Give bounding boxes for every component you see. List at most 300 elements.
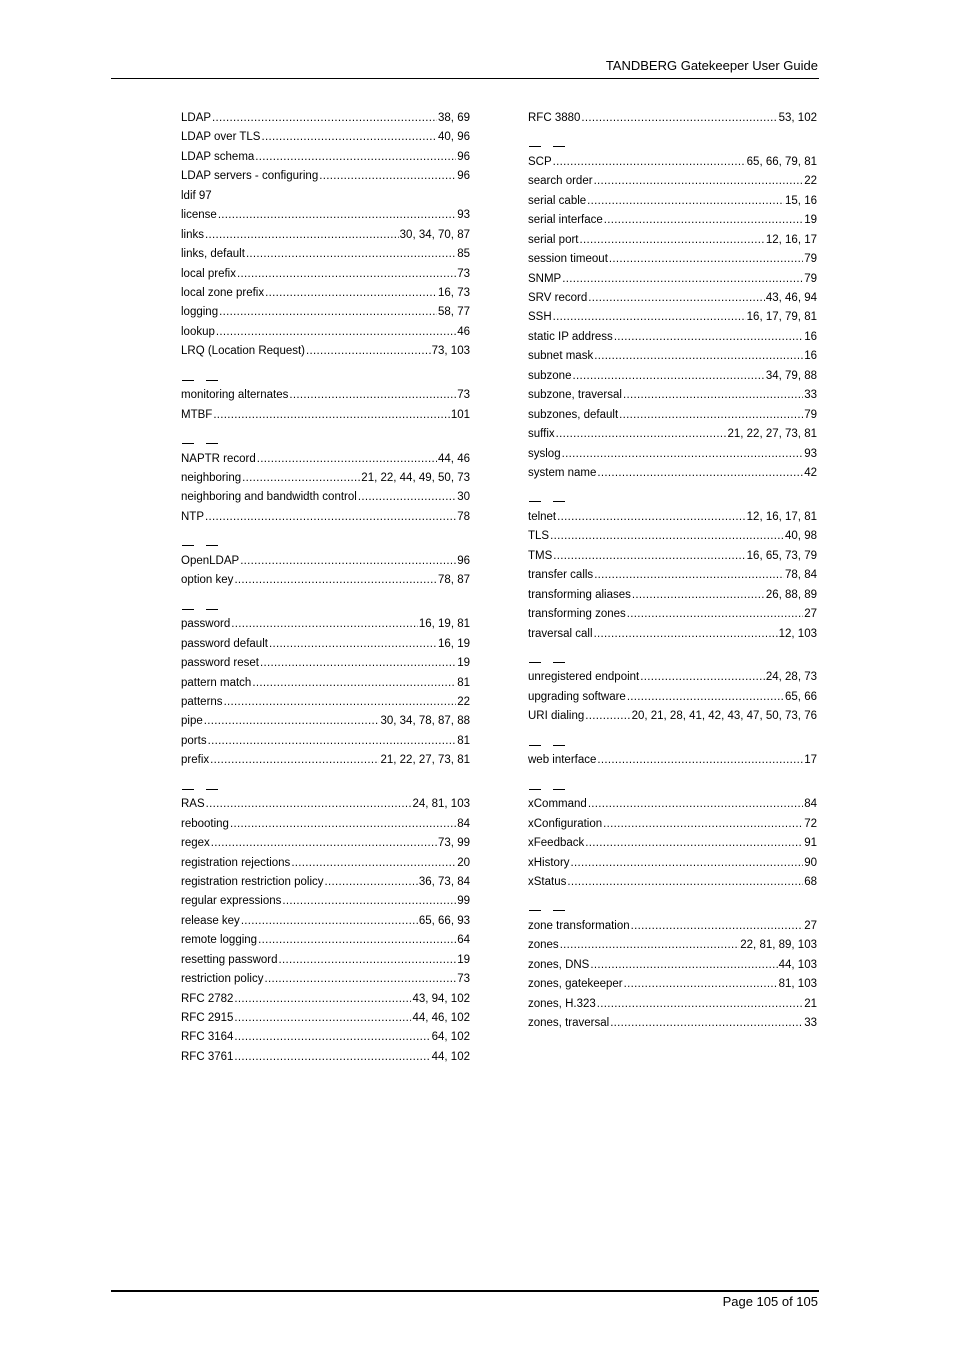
dot-leader (594, 347, 803, 366)
index-entry (181, 226, 470, 245)
index-entry (528, 975, 817, 994)
index-entry (528, 425, 817, 444)
index-term: SRV record (528, 292, 588, 304)
index-page-refs: 43, 94, 102 (412, 992, 470, 1005)
index-page-refs: 73, 99 (438, 837, 470, 850)
index-page-refs: 40, 96 (438, 131, 470, 144)
index-page-refs: 65, 66, 93 (418, 914, 470, 927)
index-page-refs: 81, 103 (778, 978, 817, 991)
index-page-refs: 15, 16 (785, 194, 817, 207)
index-section-divider (181, 603, 470, 615)
index-page-refs: 46 (457, 325, 470, 338)
index-term: OpenLDAP (181, 554, 240, 567)
dot-leader (624, 975, 778, 994)
index-entry (181, 854, 470, 873)
index-entry (181, 552, 470, 571)
index-section-divider (528, 496, 817, 508)
index-page-refs: 68 (804, 875, 817, 888)
dot-leader (218, 206, 456, 225)
dot-leader (211, 834, 437, 853)
dot-leader (291, 854, 456, 873)
dot-leader (216, 323, 456, 342)
index-page-refs: 64, 102 (431, 1031, 470, 1044)
dot-leader (306, 342, 431, 361)
dot-leader (594, 566, 784, 585)
index-term: links, default (181, 248, 245, 261)
index-entry (181, 635, 470, 654)
dot-leader (562, 270, 803, 289)
index-entry (528, 854, 817, 873)
index-entry (181, 167, 470, 186)
index-section-divider (181, 438, 470, 450)
index-page-refs: 96 (457, 150, 470, 163)
index-term: logging (181, 306, 219, 319)
index-page-refs: 65, 66 (785, 690, 817, 703)
index-page-refs: 30 (457, 491, 470, 504)
dot-leader (252, 674, 456, 693)
dot-leader (557, 508, 746, 527)
index-entry (528, 566, 817, 585)
index-term: RFC 2915 (181, 1012, 234, 1024)
index-entry (181, 912, 470, 931)
dot-leader (572, 367, 764, 386)
index-term: LDAP (181, 112, 212, 124)
index-entry (528, 211, 817, 230)
dot-leader (610, 1014, 803, 1033)
index-term: suffix (528, 428, 555, 441)
index-page-refs: 78 (457, 510, 470, 523)
index-page-refs: 84 (804, 798, 817, 811)
index-page-refs: 38, 69 (438, 112, 470, 124)
index-entry (528, 956, 817, 975)
dot-leader (560, 936, 740, 955)
dot-leader (594, 172, 804, 191)
index-entry (528, 547, 817, 566)
dot-leader (205, 508, 456, 527)
index-term: URI dialing (528, 710, 585, 723)
index-page-refs: 21, 22, 44, 49, 50, 73 (361, 472, 470, 484)
index-entry (181, 751, 470, 770)
dot-leader (265, 284, 437, 303)
index-section-divider (528, 783, 817, 795)
index-page-refs: 81 (457, 676, 470, 689)
index-term: LDAP over TLS (181, 131, 261, 144)
index-term: regular expressions (181, 895, 282, 908)
index-page-refs: 81 (457, 734, 470, 747)
index-entry (181, 732, 470, 751)
index-term: transfer calls (528, 569, 594, 582)
index-entry (181, 386, 470, 405)
index-entry (181, 873, 470, 892)
index-page-refs: 44, 46 (438, 452, 470, 465)
index-entry (181, 654, 470, 673)
dot-leader (627, 605, 803, 624)
index-page-refs: 58, 77 (438, 306, 470, 319)
index-entry (181, 265, 470, 284)
dot-leader (224, 693, 457, 712)
index-term: upgrading software (528, 690, 626, 703)
index-term: subzone (528, 369, 572, 382)
dot-leader (234, 1028, 430, 1047)
dot-leader (264, 970, 456, 989)
index-page-refs: 21, 22, 27, 73, 81 (380, 754, 470, 767)
index-column-left (181, 109, 470, 1067)
index-page-refs: 27 (804, 608, 817, 621)
index-term: serial port (528, 233, 579, 246)
index-term: pipe (181, 715, 203, 728)
index-term: web interface (528, 754, 597, 767)
dot-leader (234, 571, 437, 590)
index-entry (181, 323, 470, 342)
index-term: subzones, default (528, 408, 619, 421)
index-entry (181, 571, 470, 590)
dot-leader (631, 917, 804, 936)
dot-leader (269, 635, 437, 654)
index-entry (528, 625, 817, 644)
dot-leader (597, 751, 803, 770)
index-term: SNMP (528, 272, 562, 285)
index-term: RFC 3761 (181, 1050, 234, 1063)
index-term: transforming aliases (528, 588, 631, 601)
dot-leader (550, 527, 784, 546)
index-entry (181, 693, 470, 712)
index-page-refs: 73 (457, 267, 470, 280)
index-term: transforming zones (528, 608, 626, 621)
dot-leader (587, 192, 784, 211)
dot-leader (609, 250, 803, 269)
index-entry (181, 712, 470, 731)
index-term: MTBF (181, 408, 213, 421)
index-page-refs: 22 (804, 175, 817, 188)
index-page-refs: 53, 102 (778, 112, 817, 124)
index-page-refs: 16, 73 (438, 286, 470, 299)
index-term: monitoring alternates (181, 389, 289, 402)
index-term: RFC 3880 (528, 112, 581, 124)
index-page-refs: 93 (457, 209, 470, 222)
index-page-refs: 101 (450, 408, 470, 421)
index-term: NTP (181, 510, 204, 523)
dot-leader (627, 688, 784, 707)
index-page-refs: 79 (804, 408, 817, 421)
index-entry (181, 469, 470, 488)
dot-leader (588, 289, 765, 308)
index-page-refs: 64 (457, 934, 470, 947)
index-term: traversal call (528, 627, 593, 640)
index-term: ports (181, 734, 207, 747)
index-entry (181, 450, 470, 469)
dot-leader (231, 615, 418, 634)
index-page-refs: 16, 17, 79, 81 (746, 311, 817, 324)
index-page-refs: 30, 34, 70, 87 (399, 228, 470, 241)
dot-leader (358, 488, 456, 507)
index-term: local zone prefix (181, 286, 265, 299)
index-entry (528, 873, 817, 892)
index-entry (181, 834, 470, 853)
index-term: static IP address (528, 330, 613, 343)
header-rule (111, 78, 819, 79)
dot-leader (588, 795, 803, 814)
index-entry (528, 605, 817, 624)
dot-leader (632, 586, 765, 605)
index-entry (181, 284, 470, 303)
dot-leader (603, 815, 803, 834)
index-term: search order (528, 175, 593, 188)
index-page-refs: 40, 98 (785, 530, 817, 543)
index-term: links (181, 228, 205, 241)
index-term: release key (181, 914, 240, 927)
dot-leader (585, 707, 630, 726)
dot-leader (567, 873, 803, 892)
index-page-refs: 22, 81, 89, 103 (740, 939, 817, 952)
dot-leader (556, 425, 727, 444)
index-page-refs: 93 (804, 447, 817, 460)
index-page-refs: 36, 73, 84 (418, 875, 470, 888)
index-page-refs: 16, 19, 81 (418, 618, 470, 631)
index-section-divider (528, 141, 817, 153)
index-column-right (528, 109, 817, 1034)
index-page-refs: 16, 65, 73, 79 (746, 549, 817, 562)
index-entry (528, 586, 817, 605)
index-entry (181, 1028, 470, 1047)
index-entry (528, 172, 817, 191)
index-page-refs: 12, 16, 17 (765, 233, 817, 246)
index-page-refs: 17 (804, 754, 817, 767)
index-page-refs: 20, 21, 28, 41, 42, 43, 47, 50, 73, 76 (631, 710, 817, 723)
index-section-divider (181, 540, 470, 552)
index-section-divider (528, 739, 817, 751)
index-entry (528, 527, 817, 546)
index-term: RFC 3164 (181, 1031, 234, 1044)
index-term: registration restriction policy (181, 875, 324, 888)
index-entry (181, 303, 470, 322)
index-term: unregistered endpoint (528, 671, 640, 684)
index-entry (528, 445, 817, 464)
index-page-refs: 90 (804, 856, 817, 869)
index-term: zones, traversal (528, 1017, 610, 1030)
index-entry (528, 995, 817, 1014)
index-entry (528, 250, 817, 269)
index-entry (528, 386, 817, 405)
index-term: syslog (528, 447, 561, 460)
index-entry (181, 1048, 470, 1067)
index-page-refs: 99 (457, 895, 470, 908)
index-term: zones, DNS (528, 958, 590, 971)
index-entry (528, 936, 817, 955)
dot-leader (230, 815, 456, 834)
dot-leader (206, 795, 412, 814)
index-page-refs: 24, 28, 73 (765, 671, 817, 684)
index-entry (528, 289, 817, 308)
dot-leader (210, 751, 379, 770)
index-entry (528, 707, 817, 726)
index-term: xHistory (528, 856, 570, 869)
index-term: rebooting (181, 817, 229, 830)
index-term: zones (528, 939, 559, 952)
index-term: lookup (181, 325, 215, 338)
dot-leader (614, 328, 803, 347)
index-page-refs: 30, 34, 78, 87, 88 (380, 715, 470, 728)
index-entry (181, 187, 470, 206)
dot-leader (234, 1009, 411, 1028)
dot-leader (604, 211, 803, 230)
dot-leader (590, 956, 777, 975)
index-term: xConfiguration (528, 817, 603, 830)
footer-rule (111, 1290, 819, 1292)
index-term: LDAP schema (181, 150, 255, 163)
index-entry (528, 192, 817, 211)
dot-leader (597, 464, 803, 483)
index-page-refs: 20 (457, 856, 470, 869)
index-entry (181, 1009, 470, 1028)
index-term: session timeout (528, 253, 608, 266)
dot-leader (325, 873, 418, 892)
index-page-refs: 79 (804, 253, 817, 266)
index-page-refs: 44, 103 (778, 958, 817, 971)
index-term: NAPTR record (181, 452, 256, 465)
dot-leader (234, 990, 411, 1009)
index-entry (181, 892, 470, 911)
index-page-refs: 22 (457, 695, 470, 708)
index-page-refs: 72 (804, 817, 817, 830)
index-page-refs: 21 (804, 997, 817, 1010)
dot-leader (562, 445, 804, 464)
dot-leader (260, 654, 456, 673)
index-entry (181, 815, 470, 834)
index-entry (528, 109, 817, 128)
index-page-refs: 65, 66, 79, 81 (746, 155, 817, 168)
index-section-divider (181, 374, 470, 386)
index-section-divider (528, 656, 817, 668)
index-term: restriction policy (181, 973, 264, 986)
index-page-refs: 44, 102 (431, 1050, 470, 1063)
index-term: SSH (528, 311, 552, 324)
index-page-refs: 33 (804, 389, 817, 402)
index-entry (528, 464, 817, 483)
index-page-refs: 96 (457, 170, 470, 183)
index-page-refs: 42 (804, 466, 817, 479)
index-term: password default (181, 637, 268, 650)
index-term: TLS (528, 530, 550, 543)
dot-leader (585, 834, 803, 853)
index-page-refs: 78, 87 (438, 574, 470, 587)
document-title: TANDBERG Gatekeeper User Guide (605, 58, 818, 73)
page-number: Page 105 of 105 (722, 1294, 818, 1309)
dot-leader (553, 547, 745, 566)
dot-leader (246, 245, 456, 264)
index-page-refs: 26, 88, 89 (765, 588, 817, 601)
index-page-refs: 24, 81, 103 (412, 798, 470, 811)
dot-leader (640, 668, 765, 687)
index-term: RFC 2782 (181, 992, 234, 1005)
index-entry (528, 751, 817, 770)
index-entry (528, 308, 817, 327)
index-term: ldif 97 (181, 189, 212, 202)
index-entry (528, 815, 817, 834)
dot-leader (597, 995, 803, 1014)
index-page-refs: 73 (457, 389, 470, 402)
index-page-refs: 84 (457, 817, 470, 830)
dot-leader (257, 450, 437, 469)
index-term: subnet mask (528, 350, 594, 363)
index-term: zones, gatekeeper (528, 978, 623, 991)
index-page-refs: 78, 84 (785, 569, 817, 582)
index-entry (181, 795, 470, 814)
index-term: serial cable (528, 194, 587, 207)
dot-leader (205, 226, 399, 245)
dot-leader (213, 406, 450, 425)
dot-leader (594, 625, 778, 644)
index-term: neighboring and bandwidth control (181, 491, 357, 504)
dot-leader (261, 128, 437, 147)
index-entry (528, 367, 817, 386)
index-page-refs: 44, 46, 102 (412, 1012, 470, 1024)
index-term: zones, H.323 (528, 997, 596, 1010)
index-term: zone transformation (528, 919, 630, 932)
index-term: xStatus (528, 875, 567, 888)
index-page-refs: 16 (804, 330, 817, 343)
index-page-refs: 19 (804, 214, 817, 227)
index-term: xFeedback (528, 837, 585, 850)
index-page-refs: 19 (457, 953, 470, 966)
dot-leader (237, 265, 456, 284)
dot-leader (581, 109, 777, 128)
dot-leader (241, 912, 418, 931)
index-entry (181, 206, 470, 225)
index-entry (181, 508, 470, 527)
index-entry (181, 674, 470, 693)
index-page-refs: 34, 79, 88 (765, 369, 817, 382)
index-entry (528, 668, 817, 687)
index-entry (528, 508, 817, 527)
index-term: SCP (528, 155, 552, 168)
index-entry (528, 406, 817, 425)
index-term: password (181, 618, 231, 631)
dot-leader (234, 1048, 430, 1067)
index-page-refs: 43, 46, 94 (765, 292, 817, 304)
index-term: LDAP servers - configuring (181, 170, 319, 183)
index-entry (181, 109, 470, 128)
index-term: system name (528, 466, 597, 479)
index-entry (528, 795, 817, 814)
index-term: prefix (181, 754, 210, 767)
index-page-refs: 73 (457, 973, 470, 986)
index-page-refs: 12, 16, 17, 81 (746, 510, 817, 523)
dot-leader (219, 303, 437, 322)
index-entry (181, 406, 470, 425)
index-section-divider (181, 783, 470, 795)
index-term: subzone, traversal (528, 389, 622, 402)
dot-leader (208, 732, 457, 751)
index-entry (528, 270, 817, 289)
index-entry (528, 1014, 817, 1033)
index-page-refs: 96 (457, 554, 470, 567)
dot-leader (279, 951, 457, 970)
index-page-refs: 21, 22, 27, 73, 81 (727, 428, 817, 441)
index-section-divider (528, 905, 817, 917)
dot-leader (204, 712, 380, 731)
index-entry (528, 231, 817, 250)
index-entry (181, 970, 470, 989)
dot-leader (623, 386, 803, 405)
index-term: RAS (181, 798, 205, 811)
dot-leader (319, 167, 456, 186)
dot-leader (289, 386, 456, 405)
index-page-refs: 12, 103 (778, 627, 817, 640)
index-term: serial interface (528, 214, 603, 227)
dot-leader (553, 153, 746, 172)
index-entry (528, 347, 817, 366)
index-term: license (181, 209, 217, 222)
